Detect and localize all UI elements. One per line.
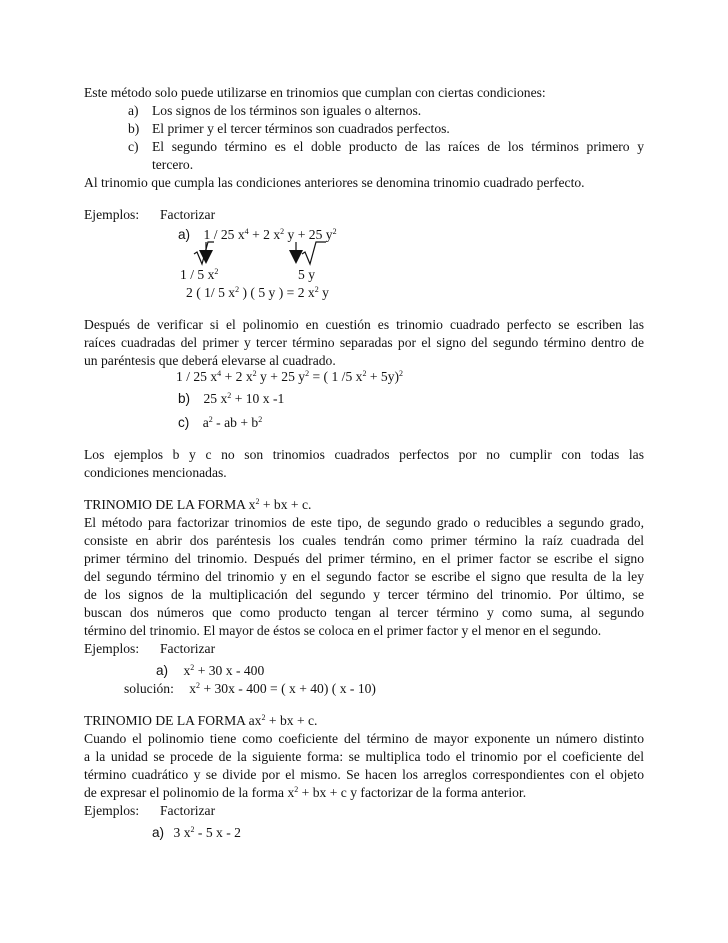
section3-body-line-4: de expresar el polinomio de la forma $x^2$ + bx + c y factorizar de la forma anterior. [84,785,527,800]
section3-example-a-letter: a) [152,825,165,840]
section2-body-line-3: primer término del trinomio. Después del primer término, en el primer factor se escribe el signo [84,551,644,566]
root-first-term: 1 / 5 $x^2$ [180,267,219,282]
section2-body-line-5: de los signos de la multiplicación del segundo y tercer término del trinomio. Por último, se [84,587,644,602]
condition-c-letter: c) [128,139,139,154]
section2-factorizar-label: Factorizar [160,641,216,656]
example-b-letter: b) [178,391,191,406]
section2-example-a-letter: a) [156,663,169,678]
section2-solution [124,680,376,698]
example-b-expression: 25 $x^2 + 10$ x -1 [203,391,285,406]
section2-examples-label: Ejemplos: [84,641,140,656]
example-b-line [178,390,284,408]
condition-a [128,102,421,120]
root-third-term: 5 y [298,267,315,282]
condition-b-text: El primer y el tercer términos son cuadrados perfectos. [152,121,450,136]
condition-b [128,120,450,138]
section2-body-line-1: El método para factorizar trinomios de este tipo, de segundo grado o reducibles a segundo grado, [84,515,644,530]
verify-line-1: Después de verificar si el polinomio en cuestión es trinomio cuadrado perfecto se escriben las [84,317,644,332]
section2-body-line-6: buscan dos números que como producto tengan al tercer término y como suma, al segundo [84,605,644,620]
section3-body-line-3: término cuadrático y se divide por el mismo. Se hacen los arreglos correspondientes con el objeto [84,767,644,782]
condition-c [128,138,644,156]
verify-line-3: un paréntesis que deberá elevarse al cuadrado. [84,353,336,368]
section3-factorizar-label: Factorizar [160,803,216,818]
example-a-letter: a) [178,227,191,242]
condition-b-letter: b) [128,121,140,136]
solution-label: solución: [124,681,174,696]
solution-expression: $x^2 + 30x - 400$ = ( x + 40) ( x - 10) [189,681,376,696]
section2-body-line-2: consiste en abrir dos paréntesis los cuales tendrán como primer término la raíz cuadrada del [84,533,644,548]
condition-a-text: Los signos de los términos son iguales o alternos. [152,103,422,118]
section3-body-line-1: Cuando el polinomio tiene como coeficiente del término de mayor exponente un número distinto [84,731,644,746]
section3-body-line-2: a la unidad se procede de la siguiente forma: se multiplica todo el trinomio por el coeficiente del [84,749,644,764]
perfect-square-result: 1 / 25 $x^4 + 2$ $x^2$ y + 25 $y^2$ = ( 1 /5 $x^2 + 5y)^2$ [176,369,404,384]
examples-label: Ejemplos: [84,207,140,222]
example-a-expression: 1 / 25 $x^4 + 2$ $x^2$ y + 25 $y^2$ [203,227,337,242]
definition-text: Al trinomio que cumpla las condiciones anteriores se denomina trinomio cuadrado perfecto. [84,175,585,190]
section2-body-line-7: término del trinomio. El mayor de éstos se coloca en el primer factor y el menor en el segundo. [84,623,602,638]
not-perfect-line-1: Los ejemplos b y c no son trinomios cuadrados perfectos por no cumplir con todas las [84,447,644,462]
not-perfect-line-2: condiciones mencionadas. [84,465,227,480]
section2-example-a-expression: $x^2 + 30$ x - 400 [183,663,265,678]
section3-example-a-expression: 3 $x^2 - 5$ x - 2 [173,825,241,840]
verify-line-2: raíces cuadradas del primer y tercer término separadas por el signo del segundo término dentro de [84,335,644,350]
double-product-check: 2 ( 1/ 5 $x^2$ ) ( 5 y ) = 2 $x^2$ y [186,285,329,300]
arrow-down-right-icon [289,242,303,264]
example-c-line [178,414,262,432]
example-c-letter: c) [178,415,190,430]
intro-text: Este método solo puede utilizarse en trinomios que cumplan con ciertas condiciones: [84,85,546,100]
condition-c-continuation: tercero. [152,157,194,172]
section3-example-a [152,824,241,842]
section2-example-a [156,662,264,680]
condition-a-letter: a) [128,103,139,118]
section-title-x2-bx-c: TRINOMIO DE LA FORMA $x^2$ + bx + c. [84,497,312,512]
section-title-ax2-bx-c: TRINOMIO DE LA FORMA $ax^2$ + bx + c. [84,713,318,728]
example-c-expression: $a^2$ - ab + $b^2$ [202,415,263,430]
factorizar-label: Factorizar [160,207,216,222]
section3-examples-label: Ejemplos: [84,803,140,818]
sqrt-sign-right-icon [302,242,326,264]
condition-c-text: El segundo término es el doble producto de las raíces de los términos primero y [152,139,644,154]
square-root-arrows [190,240,330,266]
section2-body-line-4: del segundo término del trinomio y en el segundo factor se escribe el signo que resulta de la ley [84,569,644,584]
